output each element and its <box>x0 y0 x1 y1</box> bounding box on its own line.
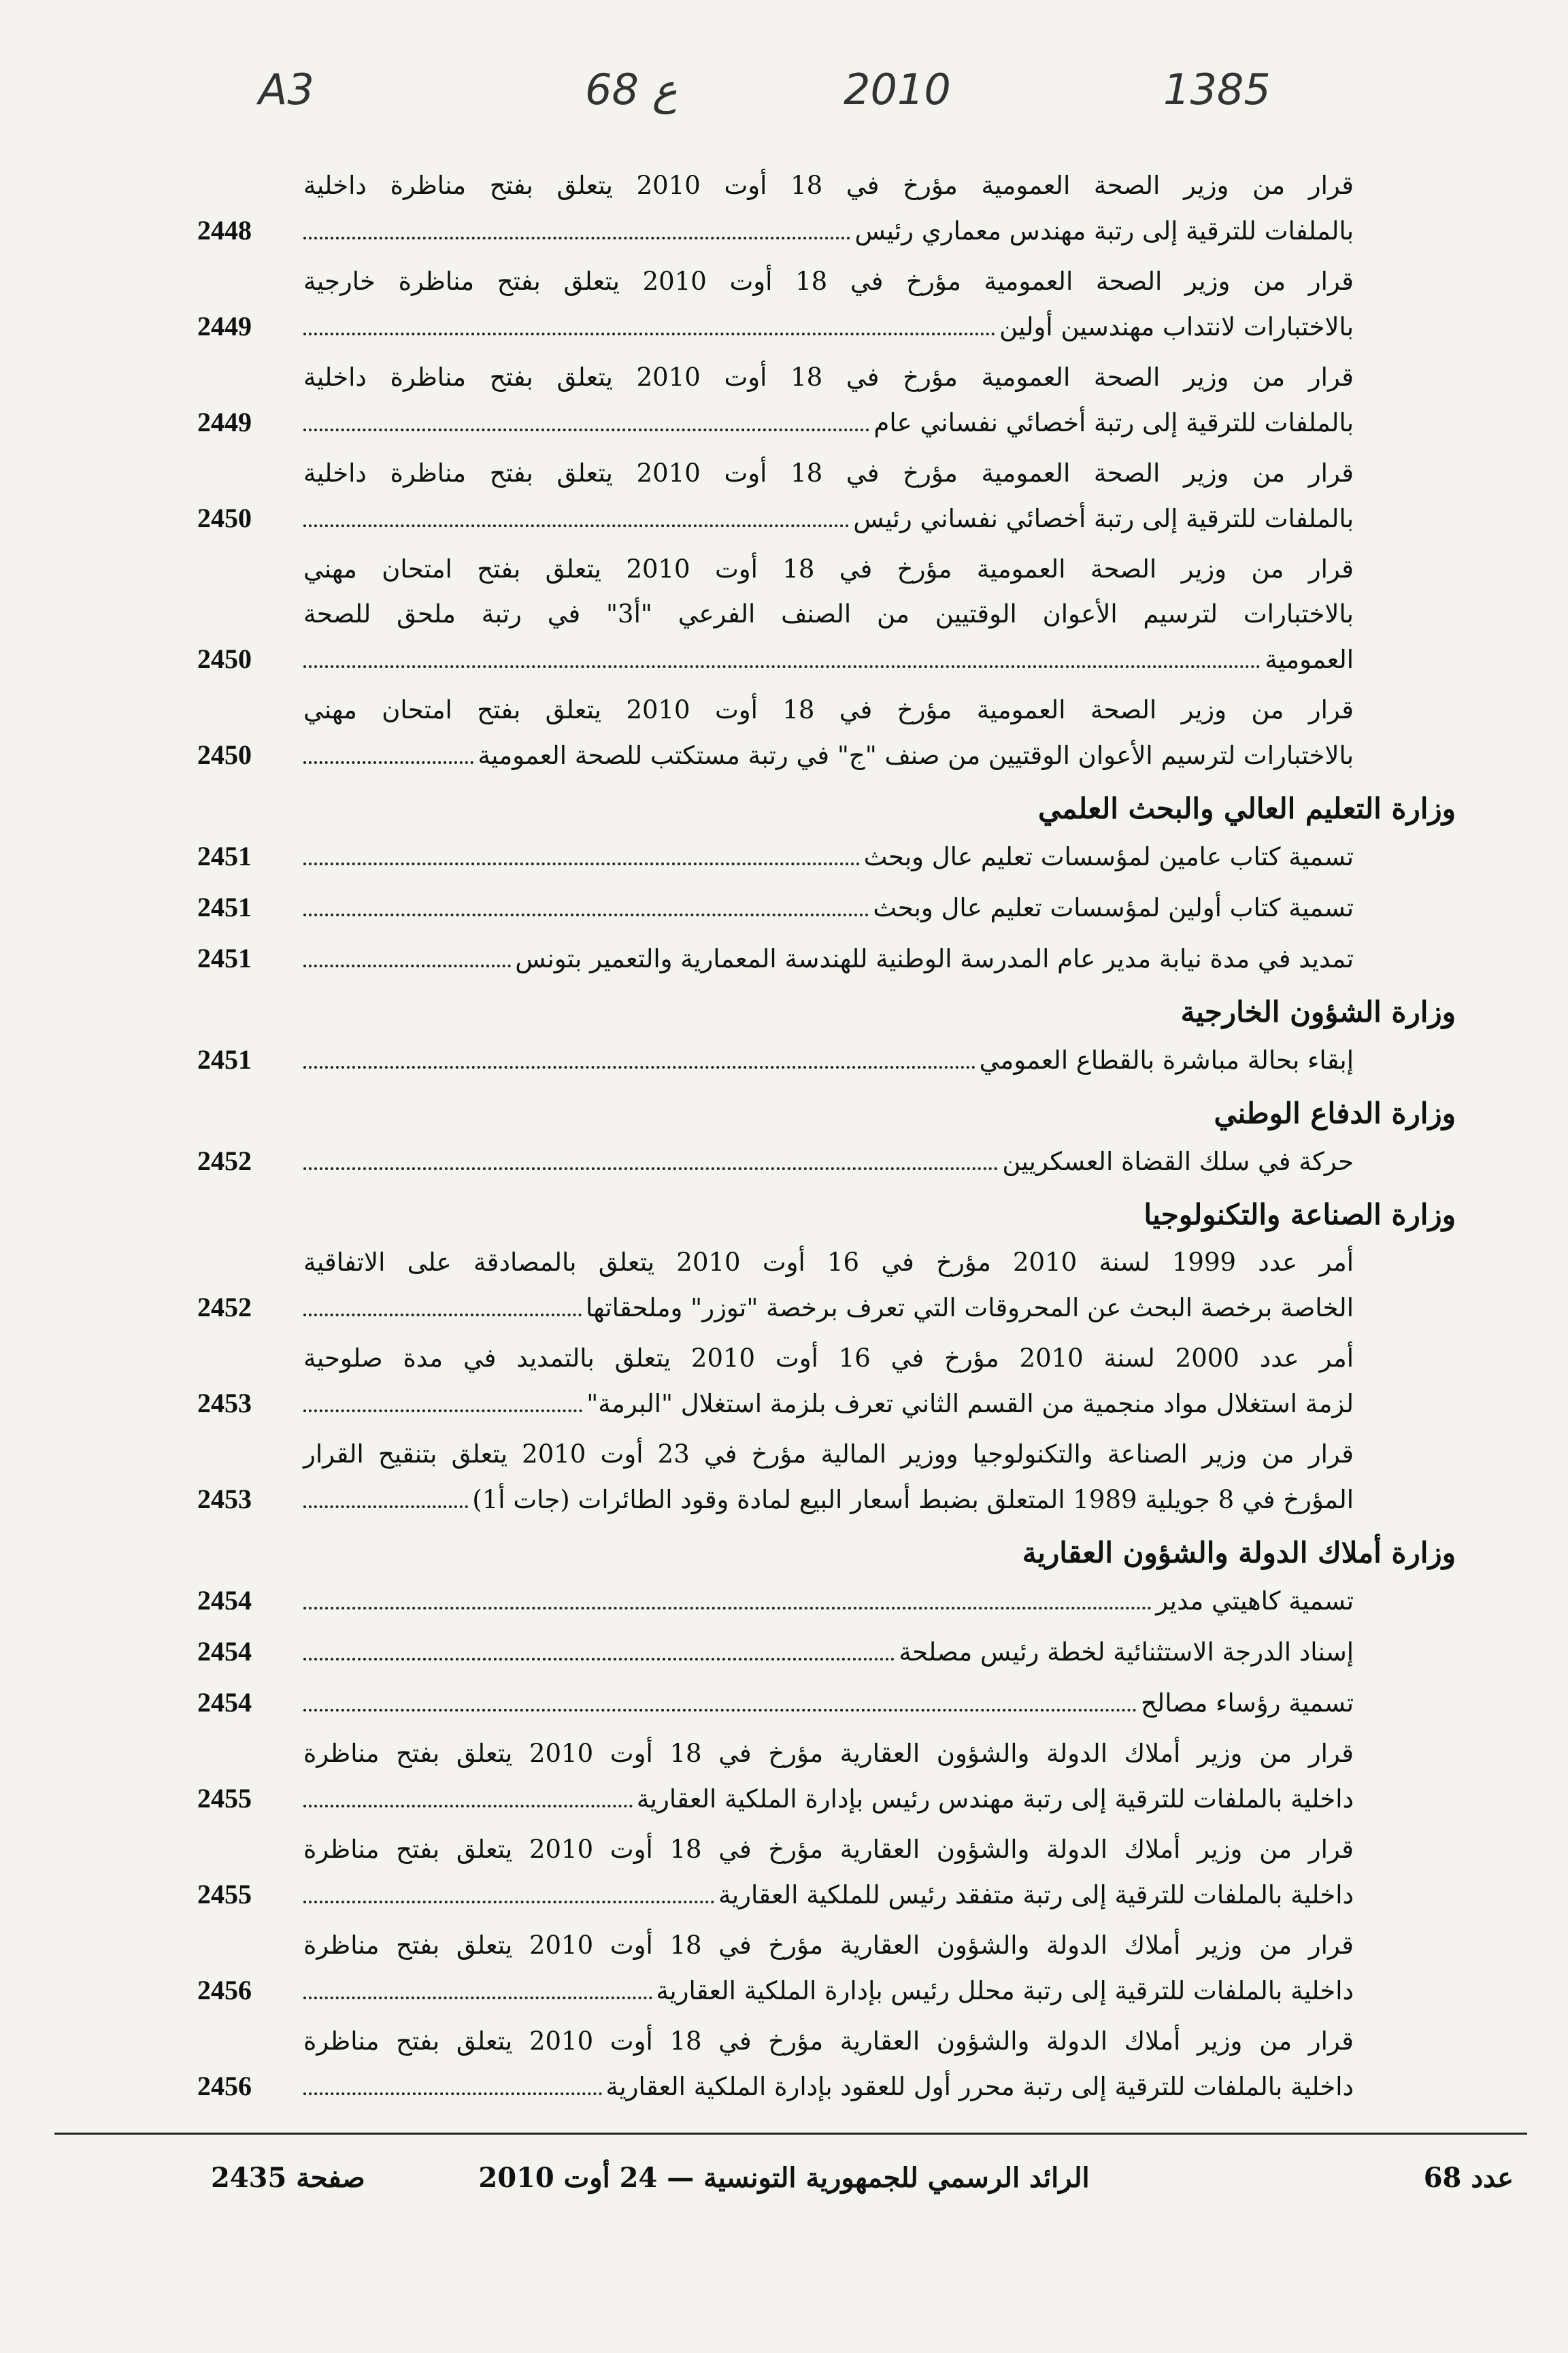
ministry-heading: وزارة الشؤون الخارجية <box>1180 995 1456 1029</box>
handwritten-annotation: 68 ع <box>585 65 678 114</box>
toc-entry[interactable] <box>197 547 1354 682</box>
toc-entry-text: بالاختبارات لترسيم الأعوان الوقتيين من صنف "ج" في رتبة مستكتب للصحة العمومية <box>478 741 1354 770</box>
toc-page-number: 2451 <box>197 943 252 973</box>
toc-entry-text: قرار من وزير أملاك الدولة والشؤون العقارية مؤرخ في 18 أوت 2010 يتعلق بفتح مناظرة <box>303 1931 1354 1960</box>
dot-leader <box>303 761 473 764</box>
toc-page-number: 2449 <box>197 407 252 437</box>
toc-entry-text: قرار من وزير الصحة العمومية مؤرخ في 18 أوت 2010 يتعلق بفتح مناظرة خارجية <box>303 267 1354 296</box>
toc-entry[interactable] <box>197 1629 1354 1675</box>
toc-entry[interactable] <box>197 1578 1354 1624</box>
toc-entry-text: داخلية بالملفات للترقية إلى رتبة محرر أول للعقود بإدارة الملكية العقارية <box>605 2072 1354 2101</box>
toc-entry-text: حركة في سلك القضاة العسكريين <box>1002 1147 1354 1176</box>
toc-page-number: 2454 <box>197 1585 252 1616</box>
dot-leader <box>303 863 860 865</box>
toc-entry-text: داخلية بالملفات للترقية إلى رتبة مهندس رئيس بإدارة الملكية العقارية <box>636 1784 1354 1814</box>
toc-entry-text: قرار من وزير أملاك الدولة والشؤون العقارية مؤرخ في 18 أوت 2010 يتعلق بفتح مناظرة <box>303 2026 1354 2056</box>
toc-entry-text: إبقاء بحالة مباشرة بالقطاع العمومي <box>979 1046 1354 1075</box>
toc-entry[interactable] <box>197 2019 1354 2109</box>
toc-page-number: 2449 <box>197 311 252 341</box>
dot-leader <box>303 1066 975 1069</box>
toc-entry[interactable] <box>197 451 1354 541</box>
toc-entry-text: قرار من وزير الصناعة والتكنولوجيا ووزير المالية مؤرخ في 23 أوت 2010 يتعلق بتنقيح القرار <box>303 1439 1354 1469</box>
toc-entry-text: بالملفات للترقية إلى رتبة أخصائي نفساني عام <box>873 408 1354 437</box>
toc-entry-text: قرار من وزير الصحة العمومية مؤرخ في 18 أوت 2010 يتعلق بفتح امتحان مهني <box>303 554 1354 584</box>
toc-entry[interactable] <box>197 259 1354 350</box>
dot-leader <box>303 2092 602 2095</box>
toc-entry-text: قرار من وزير الصحة العمومية مؤرخ في 18 أوت 2010 يتعلق بفتح مناظرة داخلية <box>303 171 1354 200</box>
table-of-contents <box>197 163 1456 2115</box>
toc-entry[interactable] <box>197 1432 1354 1522</box>
gazette-title: الرائد الرسمي للجمهورية التونسية — 24 أوت 2010 <box>478 2162 1090 2194</box>
handwritten-annotation: 1385 <box>1163 65 1271 114</box>
toc-entry[interactable] <box>197 355 1354 446</box>
toc-entry-text: بالملفات للترقية إلى رتبة مهندس معماري رئيس <box>854 216 1354 246</box>
dot-leader <box>303 665 1261 668</box>
dot-leader <box>303 1167 998 1170</box>
handwritten-annotation: A3 <box>258 65 314 114</box>
dot-leader <box>303 914 869 916</box>
toc-page-number: 2451 <box>197 841 252 871</box>
toc-entry[interactable] <box>197 1240 1354 1331</box>
dot-leader <box>303 1658 895 1661</box>
toc-page-number: 2455 <box>197 1783 252 1814</box>
ministry-heading: وزارة التعليم العالي والبحث العلمي <box>1038 792 1456 825</box>
toc-entry[interactable] <box>197 1731 1354 1822</box>
toc-entry-text: أمر عدد 1999 لسنة 2010 مؤرخ في 16 أوت 2010 يتعلق بالمصادقة على الاتفاقية <box>303 1248 1354 1277</box>
toc-entry-text: بالاختبارات لانتداب مهندسين أولين <box>999 312 1354 341</box>
toc-entry[interactable] <box>197 163 1354 254</box>
issue-number: عدد 68 <box>1423 2162 1514 2194</box>
toc-entry[interactable] <box>197 885 1354 931</box>
toc-entry-text: إسناد الدرجة الاستثنائية لخطة رئيس مصلحة <box>899 1637 1354 1667</box>
ministry-heading: وزارة الصناعة والتكنولوجيا <box>1144 1198 1456 1231</box>
ministry-heading: وزارة أملاك الدولة والشؤون العقارية <box>1022 1536 1456 1569</box>
dot-leader <box>303 1314 582 1316</box>
dot-leader <box>303 429 869 431</box>
toc-page-number: 2454 <box>197 1687 252 1718</box>
toc-entry[interactable] <box>197 1139 1354 1184</box>
toc-entry-text: قرار من وزير أملاك الدولة والشؤون العقارية مؤرخ في 18 أوت 2010 يتعلق بفتح مناظرة <box>303 1835 1354 1864</box>
toc-entry-text: تسمية كتاب أولين لمؤسسات تعليم عال وبحث <box>873 893 1354 922</box>
toc-page-number: 2450 <box>197 739 252 770</box>
toc-entry-text: قرار من وزير الصحة العمومية مؤرخ في 18 أوت 2010 يتعلق بفتح مناظرة داخلية <box>303 458 1354 488</box>
dot-leader <box>303 1805 633 1807</box>
dot-leader <box>303 1409 582 1412</box>
toc-page-number: 2451 <box>197 892 252 922</box>
toc-entry-text: قرار من وزير الصحة العمومية مؤرخ في 18 أوت 2010 يتعلق بفتح امتحان مهني <box>303 695 1354 724</box>
dot-leader <box>303 965 511 967</box>
toc-entry-text: الخاصة برخصة البحث عن المحروقات التي تعرف برخصة "توزر" وملحقاتها <box>585 1293 1354 1322</box>
page-number: صفحة 2435 <box>211 2162 365 2194</box>
dot-leader <box>303 333 995 335</box>
toc-entry-text: قرار من وزير أملاك الدولة والشؤون العقارية مؤرخ في 18 أوت 2010 يتعلق بفتح مناظرة <box>303 1739 1354 1768</box>
toc-entry-text: داخلية بالملفات للترقية إلى رتبة محلل رئيس بإدارة الملكية العقارية <box>656 1976 1354 2005</box>
toc-page-number: 2452 <box>197 1146 252 1176</box>
toc-entry-text: تسمية كاهيتي مدير <box>1156 1586 1354 1616</box>
dot-leader <box>303 1709 1137 1712</box>
toc-page-number: 2450 <box>197 503 252 533</box>
dot-leader <box>303 1607 1152 1609</box>
dot-leader <box>303 237 850 239</box>
toc-entry-text: قرار من وزير الصحة العمومية مؤرخ في 18 أوت 2010 يتعلق بفتح مناظرة داخلية <box>303 363 1354 392</box>
toc-entry-text: بالاختبارات لترسيم الأعوان الوقتيين من الصنف الفرعي "أ3" في رتبة ملحق للصحة <box>303 599 1354 629</box>
toc-entry[interactable] <box>197 834 1354 880</box>
toc-entry[interactable] <box>197 1037 1354 1083</box>
toc-entry[interactable] <box>197 1680 1354 1726</box>
dot-leader <box>303 1901 714 1903</box>
ministry-heading: وزارة الدفاع الوطني <box>1214 1097 1456 1130</box>
footer-rule <box>54 2133 1527 2135</box>
toc-entry-text: لزمة استغلال مواد منجمية من القسم الثاني تعرف بلزمة استغلال "البرمة" <box>586 1389 1354 1418</box>
toc-page-number: 2450 <box>197 644 252 674</box>
toc-page-number: 2453 <box>197 1484 252 1514</box>
toc-entry-text: بالملفات للترقية إلى رتبة أخصائي نفساني رئيس <box>853 504 1354 533</box>
toc-page-number: 2453 <box>197 1388 252 1418</box>
toc-entry[interactable] <box>197 1336 1354 1426</box>
toc-entry-text: تمديد في مدة نيابة مدير عام المدرسة الوطنية للهندسة المعمارية والتعمير بتونس <box>515 944 1354 973</box>
toc-page-number: 2452 <box>197 1292 252 1322</box>
toc-entry[interactable] <box>197 1923 1354 2014</box>
toc-entry-text: داخلية بالملفات للترقية إلى رتبة متفقد رئيس للملكية العقارية <box>718 1880 1354 1909</box>
toc-entry-text: تسمية كتاب عامين لمؤسسات تعليم عال وبحث <box>863 842 1354 871</box>
toc-entry[interactable] <box>197 936 1354 982</box>
toc-entry-text: العمومية <box>1265 645 1354 674</box>
handwritten-annotation: 2010 <box>844 65 951 114</box>
toc-entry-text: المؤرخ في 8 جويلية 1989 المتعلق بضبط أسعار البيع لمادة وقود الطائرات (جات أ1) <box>472 1485 1354 1514</box>
toc-page-number: 2448 <box>197 215 252 246</box>
toc-page-number: 2456 <box>197 1975 252 2005</box>
dot-leader <box>303 1505 468 1508</box>
dot-leader <box>303 1997 652 1999</box>
toc-page-number: 2455 <box>197 1879 252 1909</box>
dot-leader <box>303 524 849 527</box>
toc-entry[interactable] <box>197 1827 1354 1918</box>
toc-page-number: 2451 <box>197 1044 252 1075</box>
toc-page-number: 2456 <box>197 2071 252 2101</box>
toc-entry-text: أمر عدد 2000 لسنة 2010 مؤرخ في 16 أوت 2010 يتعلق بالتمديد في مدة صلوحية <box>303 1344 1354 1373</box>
toc-entry-text: تسمية رؤساء مصالح <box>1141 1688 1354 1718</box>
toc-entry[interactable] <box>197 688 1354 778</box>
toc-page-number: 2454 <box>197 1636 252 1667</box>
